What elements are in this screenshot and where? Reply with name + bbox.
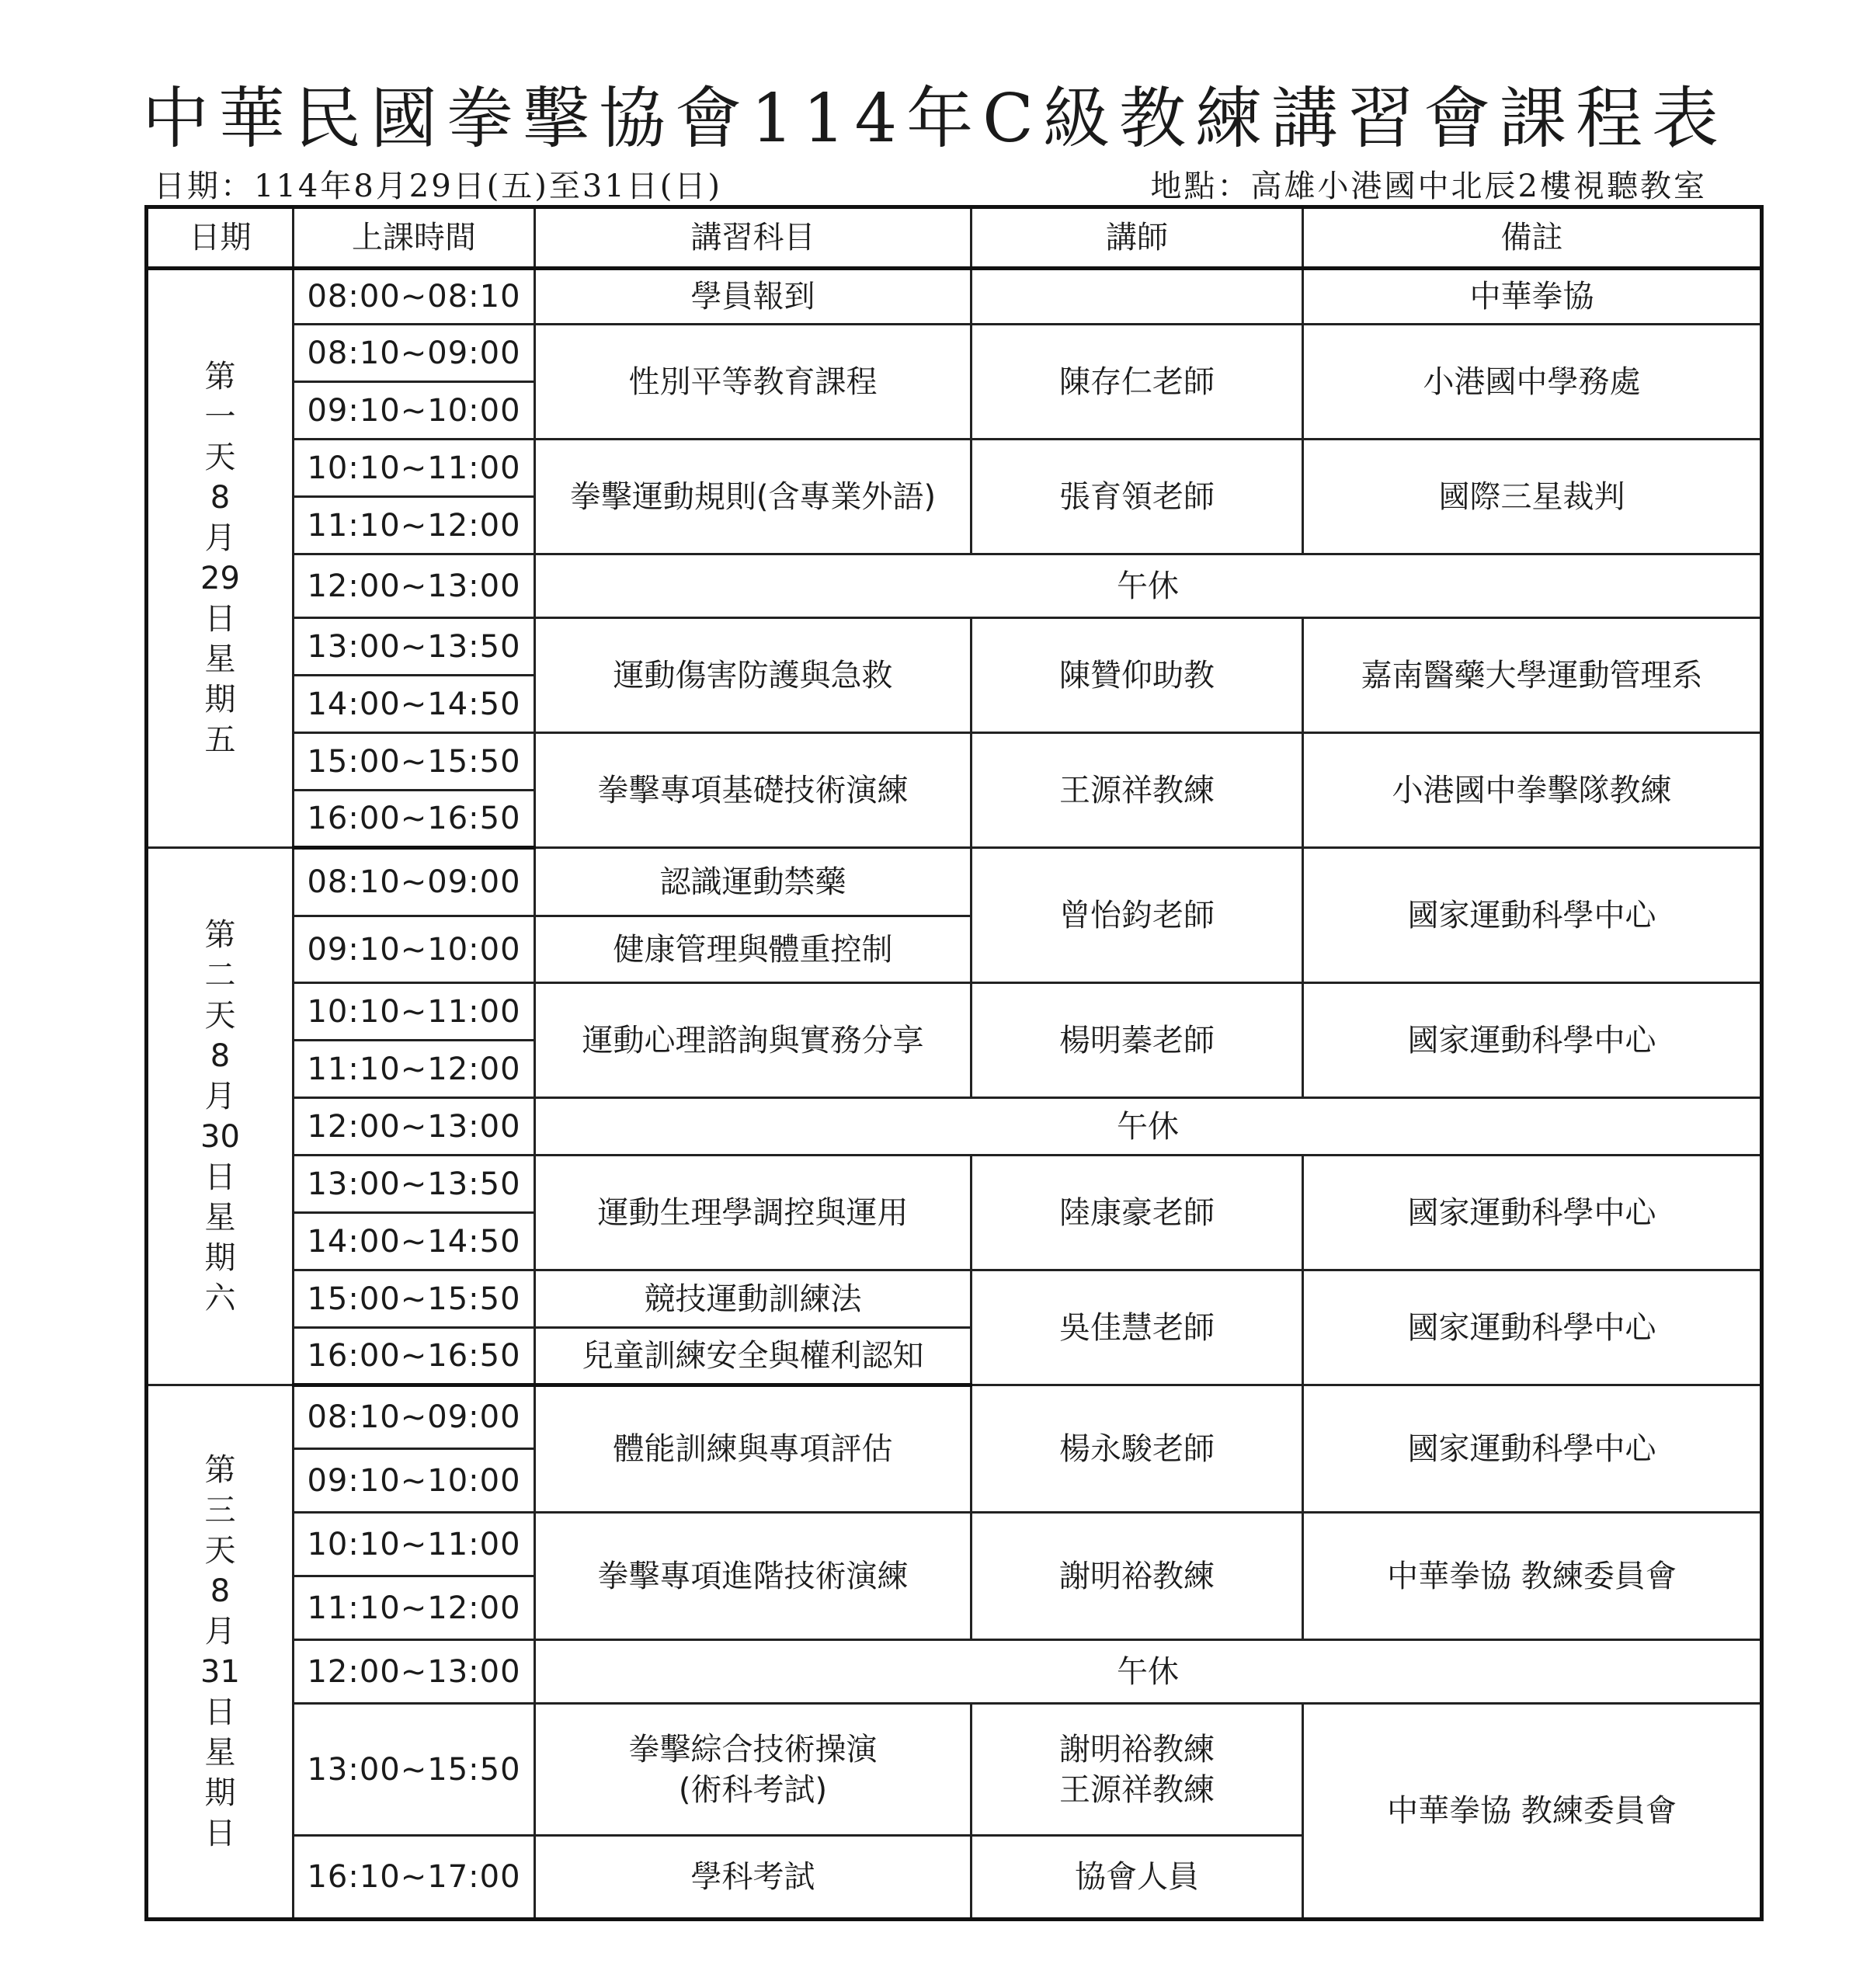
subject-cell: 運動傷害防護與急救 (535, 618, 971, 733)
day-1-label: 第 一 天 8 月 29 日 星 期 五 (147, 269, 294, 848)
table-row (147, 269, 1762, 325)
time-cell: 09:10~10:00 (294, 916, 535, 983)
header-instructor: 講師 (971, 207, 1303, 269)
remarks-cell: 國際三星裁判 (1303, 440, 1762, 554)
remarks-cell: 小港國中拳擊隊教練 (1303, 733, 1762, 848)
header-remarks: 備註 (1303, 207, 1762, 269)
remarks-cell: 嘉南醫藥大學運動管理系 (1303, 618, 1762, 733)
header-date: 日期 (147, 207, 294, 269)
table-row (147, 440, 1762, 497)
day-3-label: 第 三 天 8 月 31 日 星 期 日 (147, 1385, 294, 1920)
subject-cell: 體能訓練與專項評估 (535, 1385, 971, 1513)
time-cell: 10:10~11:00 (294, 440, 535, 497)
time-cell: 09:10~10:00 (294, 382, 535, 440)
subject-cell: 性別平等教育課程 (535, 325, 971, 440)
table-row (147, 1640, 1762, 1704)
subject-cell: 運動心理諮詢與實務分享 (535, 983, 971, 1098)
instructor-cell: 王源祥教練 (971, 733, 1303, 848)
location-line: 地點：高雄小港國中北辰2樓視聽教室 (1150, 169, 1707, 204)
table-row (147, 325, 1762, 382)
instructor-cell: 謝明裕教練 王源祥教練 (971, 1704, 1303, 1836)
time-cell: 08:00~08:10 (294, 269, 535, 325)
time-cell: 16:00~16:50 (294, 791, 535, 848)
remarks-cell: 中華拳協 教練委員會 (1303, 1704, 1762, 1920)
time-cell: 16:10~17:00 (294, 1836, 535, 1920)
table-row (147, 1156, 1762, 1213)
time-cell: 12:00~13:00 (294, 554, 535, 618)
table-row (147, 983, 1762, 1041)
time-cell: 11:10~12:00 (294, 1576, 535, 1640)
table-row (147, 848, 1762, 916)
subject-cell: 健康管理與體重控制 (535, 916, 971, 983)
time-cell: 12:00~13:00 (294, 1098, 535, 1156)
page-title: 中華民國拳擊協會114年C級教練講習會課程表 (142, 80, 1728, 158)
table-row (147, 1704, 1762, 1836)
time-cell: 11:10~12:00 (294, 1041, 535, 1098)
time-cell: 15:00~15:50 (294, 733, 535, 791)
instructor-cell: 謝明裕教練 (971, 1513, 1303, 1640)
table-row (147, 1270, 1762, 1328)
time-cell: 10:10~11:00 (294, 1513, 535, 1576)
time-cell: 08:10~09:00 (294, 1385, 535, 1449)
subject-cell: 運動生理學調控與運用 (535, 1156, 971, 1270)
subject-cell: 學科考試 (535, 1836, 971, 1920)
course-schedule-table (144, 205, 1764, 1921)
time-cell: 16:00~16:50 (294, 1328, 535, 1385)
time-cell: 13:00~13:50 (294, 618, 535, 676)
remarks-cell: 國家運動科學中心 (1303, 983, 1762, 1098)
lunch-break-cell: 午休 (535, 1098, 1762, 1156)
time-cell: 08:10~09:00 (294, 325, 535, 382)
remarks-cell: 中華拳協 教練委員會 (1303, 1513, 1762, 1640)
time-cell: 13:00~15:50 (294, 1704, 535, 1836)
instructor-cell: 協會人員 (971, 1836, 1303, 1920)
time-cell: 13:00~13:50 (294, 1156, 535, 1213)
time-cell: 09:10~10:00 (294, 1449, 535, 1513)
table-row (147, 1513, 1762, 1576)
instructor-cell: 陳存仁老師 (971, 325, 1303, 440)
time-cell: 08:10~09:00 (294, 848, 535, 916)
subject-cell: 學員報到 (535, 269, 971, 325)
table-row (147, 618, 1762, 676)
time-cell: 11:10~12:00 (294, 497, 535, 554)
day-2-label: 第 二 天 8 月 30 日 星 期 六 (147, 848, 294, 1385)
instructor-cell: 陳贊仰助教 (971, 618, 1303, 733)
subject-cell: 拳擊運動規則(含專業外語) (535, 440, 971, 554)
lunch-break-cell: 午休 (535, 1640, 1762, 1704)
time-cell: 14:00~14:50 (294, 676, 535, 733)
date-line: 日期：114年8月29日(五)至31日(日) (154, 169, 723, 204)
header-subject: 講習科目 (535, 207, 971, 269)
time-cell: 10:10~11:00 (294, 983, 535, 1041)
table-row (147, 733, 1762, 791)
header-time: 上課時間 (294, 207, 535, 269)
instructor-cell: 楊明蓁老師 (971, 983, 1303, 1098)
subject-cell: 拳擊專項進階技術演練 (535, 1513, 971, 1640)
subject-cell: 拳擊專項基礎技術演練 (535, 733, 971, 848)
subject-cell: 認識運動禁藥 (535, 848, 971, 916)
time-cell: 15:00~15:50 (294, 1270, 535, 1328)
header-row (147, 207, 1762, 269)
time-cell: 12:00~13:00 (294, 1640, 535, 1704)
remarks-cell: 國家運動科學中心 (1303, 1156, 1762, 1270)
subject-cell: 兒童訓練安全與權利認知 (535, 1328, 971, 1385)
time-cell: 14:00~14:50 (294, 1213, 535, 1270)
subject-cell: 拳擊綜合技術操演 (術科考試) (535, 1704, 971, 1836)
instructor-cell: 吳佳慧老師 (971, 1270, 1303, 1385)
remarks-cell: 中華拳協 (1303, 269, 1762, 325)
table-row (147, 1098, 1762, 1156)
instructor-cell: 楊永駿老師 (971, 1385, 1303, 1513)
instructor-cell: 陸康豪老師 (971, 1156, 1303, 1270)
subject-cell: 競技運動訓練法 (535, 1270, 971, 1328)
instructor-cell: 張育領老師 (971, 440, 1303, 554)
lunch-break-cell: 午休 (535, 554, 1762, 618)
remarks-cell: 國家運動科學中心 (1303, 1385, 1762, 1513)
table-row (147, 554, 1762, 618)
instructor-cell: 曾怡鈞老師 (971, 848, 1303, 983)
instructor-cell (971, 269, 1303, 325)
remarks-cell: 國家運動科學中心 (1303, 848, 1762, 983)
remarks-cell: 小港國中學務處 (1303, 325, 1762, 440)
remarks-cell: 國家運動科學中心 (1303, 1270, 1762, 1385)
table-row (147, 1385, 1762, 1449)
